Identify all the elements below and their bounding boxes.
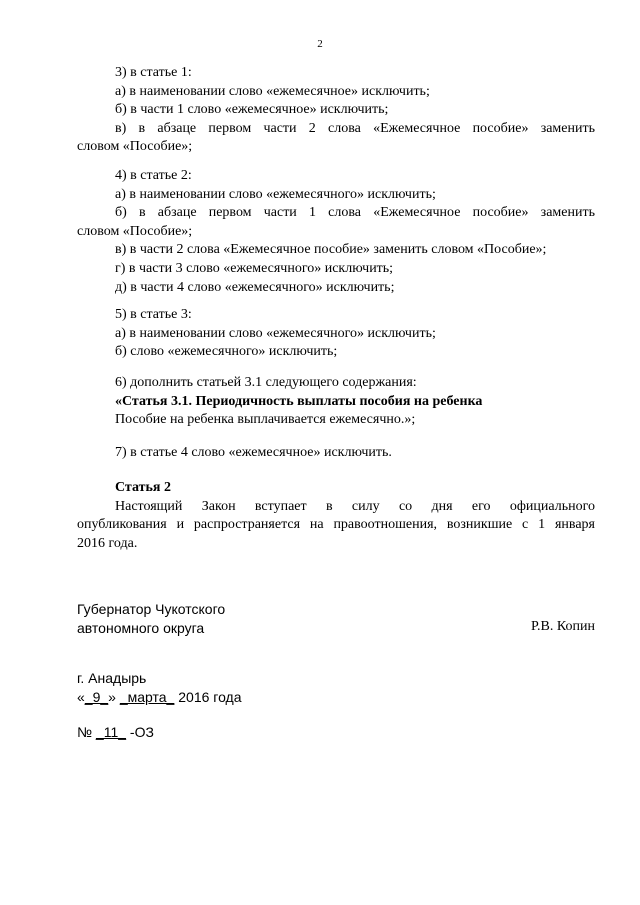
article-3-1-title: «Статья 3.1. Периодичность выплаты пособия на ребенка	[115, 393, 483, 409]
signature-position-line1: Губернатор Чукотского	[77, 601, 226, 617]
article-2	[77, 479, 595, 553]
item-6	[77, 374, 595, 430]
date-line	[77, 688, 242, 707]
item-3	[77, 64, 595, 157]
law-number-prefix: №	[77, 724, 93, 740]
article-2-line2: опубликования и распространяется на правоотношения, возникшие с 1 января	[77, 517, 595, 533]
date-close-quote: »	[108, 688, 116, 705]
date-year: 2016 года	[178, 688, 242, 705]
date-day: _9_	[84, 688, 109, 705]
item-7	[77, 444, 595, 463]
signature-position	[77, 600, 225, 637]
item-5-b: б) слово «ежемесячного» исключить;	[115, 344, 338, 360]
item-5	[77, 306, 595, 362]
item-4-a: а) в наименовании слово «ежемесячного» исключить;	[115, 186, 436, 202]
item-4-g: г) в части 3 слово «ежемесячного» исключить;	[115, 260, 394, 276]
item-3-a: а) в наименовании слово «ежемесячное» исключить;	[115, 83, 430, 99]
item-3-v-line2: словом «Пособие»;	[77, 139, 193, 155]
item-4-head: 4) в статье 2:	[115, 168, 192, 183]
signature-name: Р.В. Копин	[531, 619, 595, 634]
item-7-text: 7) в статье 4 слово «ежемесячное» исключить.	[115, 445, 392, 460]
law-number	[77, 723, 154, 742]
law-number-value: _11_	[95, 724, 127, 740]
article-2-line3: 2016 года.	[77, 535, 138, 551]
article-3-1-text: Пособие на ребенка выплачивается ежемесячно.»;	[115, 412, 416, 428]
date-open-quote: «	[77, 688, 85, 705]
item-3-v-line1: в) в абзаце первом части 2 слова «Ежемесячное пособие» заменить	[115, 120, 595, 136]
item-4-d: д) в части 4 слово «ежемесячного» исключить;	[115, 279, 395, 295]
item-5-a: а) в наименовании слово «ежемесячного» исключить;	[115, 325, 436, 341]
item-5-head: 5) в статье 3:	[115, 307, 192, 322]
article-2-line1: Настоящий Закон вступает в силу со дня его официального	[115, 498, 595, 514]
item-4-v: в) в части 2 слова «Ежемесячное пособие» заменить словом «Пособие»;	[115, 242, 547, 258]
place-date	[77, 669, 242, 706]
law-number-suffix: -ОЗ	[129, 724, 154, 740]
item-3-head: 3) в статье 1:	[115, 65, 192, 80]
item-3-b: б) в части 1 слово «ежемесячное» исключить;	[115, 102, 389, 118]
item-4-b-line1: б) в абзаце первом части 1 слова «Ежемесячное пособие» заменить	[115, 205, 595, 221]
item-4-b-line2: словом «Пособие»;	[77, 223, 193, 239]
item-4	[77, 167, 595, 297]
article-2-title: Статья 2	[115, 480, 171, 495]
signature-position-line2: автономного округа	[77, 619, 205, 636]
item-6-head: 6) дополнить статьей 3.1 следующего содержания:	[115, 375, 417, 390]
date-month: _марта_	[119, 688, 175, 705]
page-number: 2	[317, 38, 323, 50]
city: г. Анадырь	[77, 670, 147, 686]
